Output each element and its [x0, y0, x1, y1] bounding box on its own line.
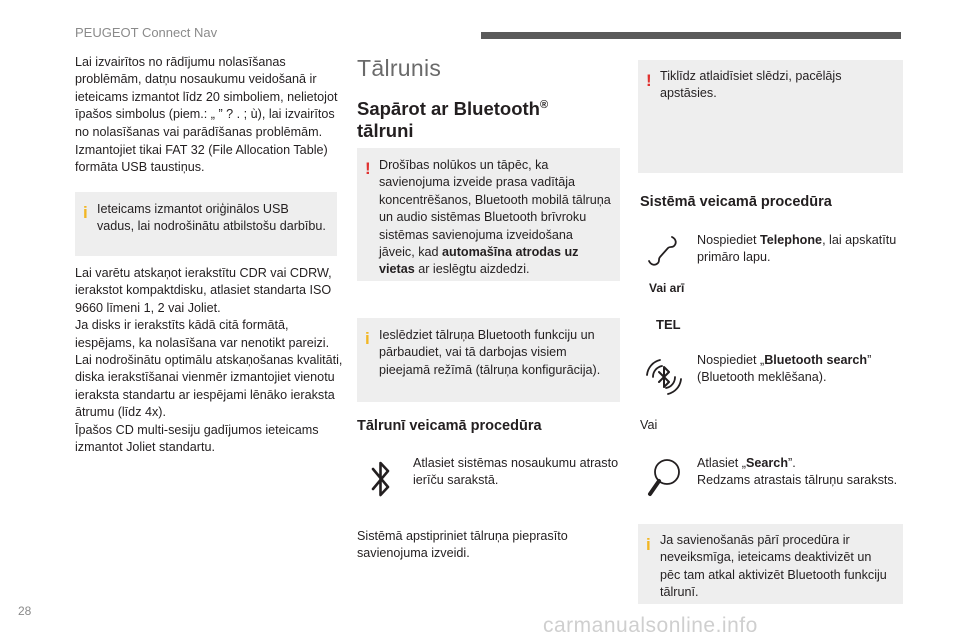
- col1-paragraph-1: Lai izvairītos no rādījumu nolasīšanas problēmām, datņu nosaukumu veidošanā ir ieteicams izmantot līdz 20 simboliem, nelietojot īpašos simbolus (piem.: „ ” ? . ; ù), lai izvairītos no nolasīšanas vai parādīšanas problēmām.: [75, 55, 338, 139]
- warning-note-lift: [638, 60, 903, 173]
- system-step-2-text: Nospiediet „Bluetooth search” (Bluetooth meklēšana).: [697, 353, 872, 385]
- warning-note-safety-text: Drošības nolūkos un tāpēc, ka savienojuma izveide prasa vadītāja koncentrēšanos, Bluetooth mobilā tālruņa un audio sistēmas Bluetooth brīvroku sistēmas savienojuma izveidošana jāveic, kad automašīna atrodas uz vietas ar ieslēgtu aizdedzi.: [379, 158, 611, 277]
- system-procedure-heading: Sistēmā veicamā procedūra: [640, 194, 832, 210]
- pairing-heading-text: Sapārot ar Bluetooth: [357, 98, 540, 120]
- section-title: Tālrunis: [357, 55, 442, 81]
- info-icon: i: [83, 203, 88, 222]
- info-note-usb: [75, 192, 337, 256]
- col1-paragraph-3: Lai varētu atskaņot ierakstītu CDR vai CDRW, ierakstot kompaktdisku, atlasiet standarta ISO 9660 līmeni 1, 2 vai Joliet. Ja disks ir ierakstīts kādā citā formātā, iespējams, ka nolasīšana var nenotikt pareizi. Lai nodrošinātu optimālu atskaņošanas kvalitāti, diska ierakstīšanai vienmēr izmantojiet vienotu ieraksta standartu ar iespējami lēnāko ieraksta ātrumu (līdz 4x). Īpašos CD multi-sesiju gadījumos ieteicams izmantot Joliet standartu.: [75, 266, 343, 455]
- col1-paragraph-2: Izmantojiet tikai FAT 32 (File Allocation Table) formāta USB taustiņus.: [75, 143, 328, 175]
- info-note-pairing-fail-text: Ja savienošanās pārī procedūra ir neveiksmīga, ieteicams deaktivizēt un pēc tam atkal aktivizēt Bluetooth funkciju tālrunī.: [660, 533, 887, 600]
- info-icon: i: [646, 535, 651, 554]
- pairing-heading: [357, 94, 548, 142]
- info-note-usb-text: Ieteicams izmantot oriģinālos USB vadus, lai nodrošinātu atbilstošu darbību.: [97, 202, 326, 234]
- warning-icon: !: [365, 159, 371, 178]
- warning-icon: !: [646, 71, 652, 90]
- warning-note-safety: [357, 148, 620, 281]
- search-magnifier-icon: [644, 455, 686, 501]
- phone-handset-icon: [643, 231, 683, 271]
- system-step-3-text: Atlasiet „Search”. Redzams atrastais tālruņu saraksts.: [697, 456, 898, 488]
- pairing-heading-line2: tālruni: [357, 120, 414, 142]
- header-title: PEUGEOT Connect Nav: [75, 25, 218, 40]
- page-number: 28: [18, 604, 32, 618]
- tel-button-label: TEL: [656, 317, 681, 332]
- info-icon: i: [365, 329, 370, 348]
- bluetooth-search-icon: [640, 353, 688, 401]
- system-step-1-text: Nospiediet Telephone, lai apskatītu primāro lapu.: [697, 233, 897, 265]
- info-note-pairing-fail: [638, 524, 903, 604]
- or-label: Vai arī: [649, 281, 685, 295]
- info-note-bluetooth: [357, 318, 620, 402]
- phone-step-text: Atlasiet sistēmas nosaukumu atrasto ierīču sarakstā.: [413, 456, 619, 488]
- col2-bottom-paragraph: Sistēmā apstipriniet tālruņa pieprasīto savienojuma izveidi.: [357, 529, 568, 561]
- phone-procedure-heading: Tālrunī veicamā procedūra: [357, 418, 542, 434]
- bluetooth-icon: [368, 458, 394, 500]
- header-bar: [481, 32, 901, 39]
- or-label-2: Vai: [640, 418, 658, 432]
- warning-note-lift-text: Tiklīdz atlaidīsiet slēdzi, pacēlājs apstāsies.: [660, 69, 842, 101]
- registered-mark: ®: [539, 99, 549, 111]
- info-note-bluetooth-text: Ieslēdziet tālruņa Bluetooth funkciju un pārbaudiet, vai tā darbojas visiem pieejamā režīmā (tālruņa konfigurācija).: [379, 328, 601, 377]
- watermark: carmanualsonline.info: [543, 614, 758, 637]
